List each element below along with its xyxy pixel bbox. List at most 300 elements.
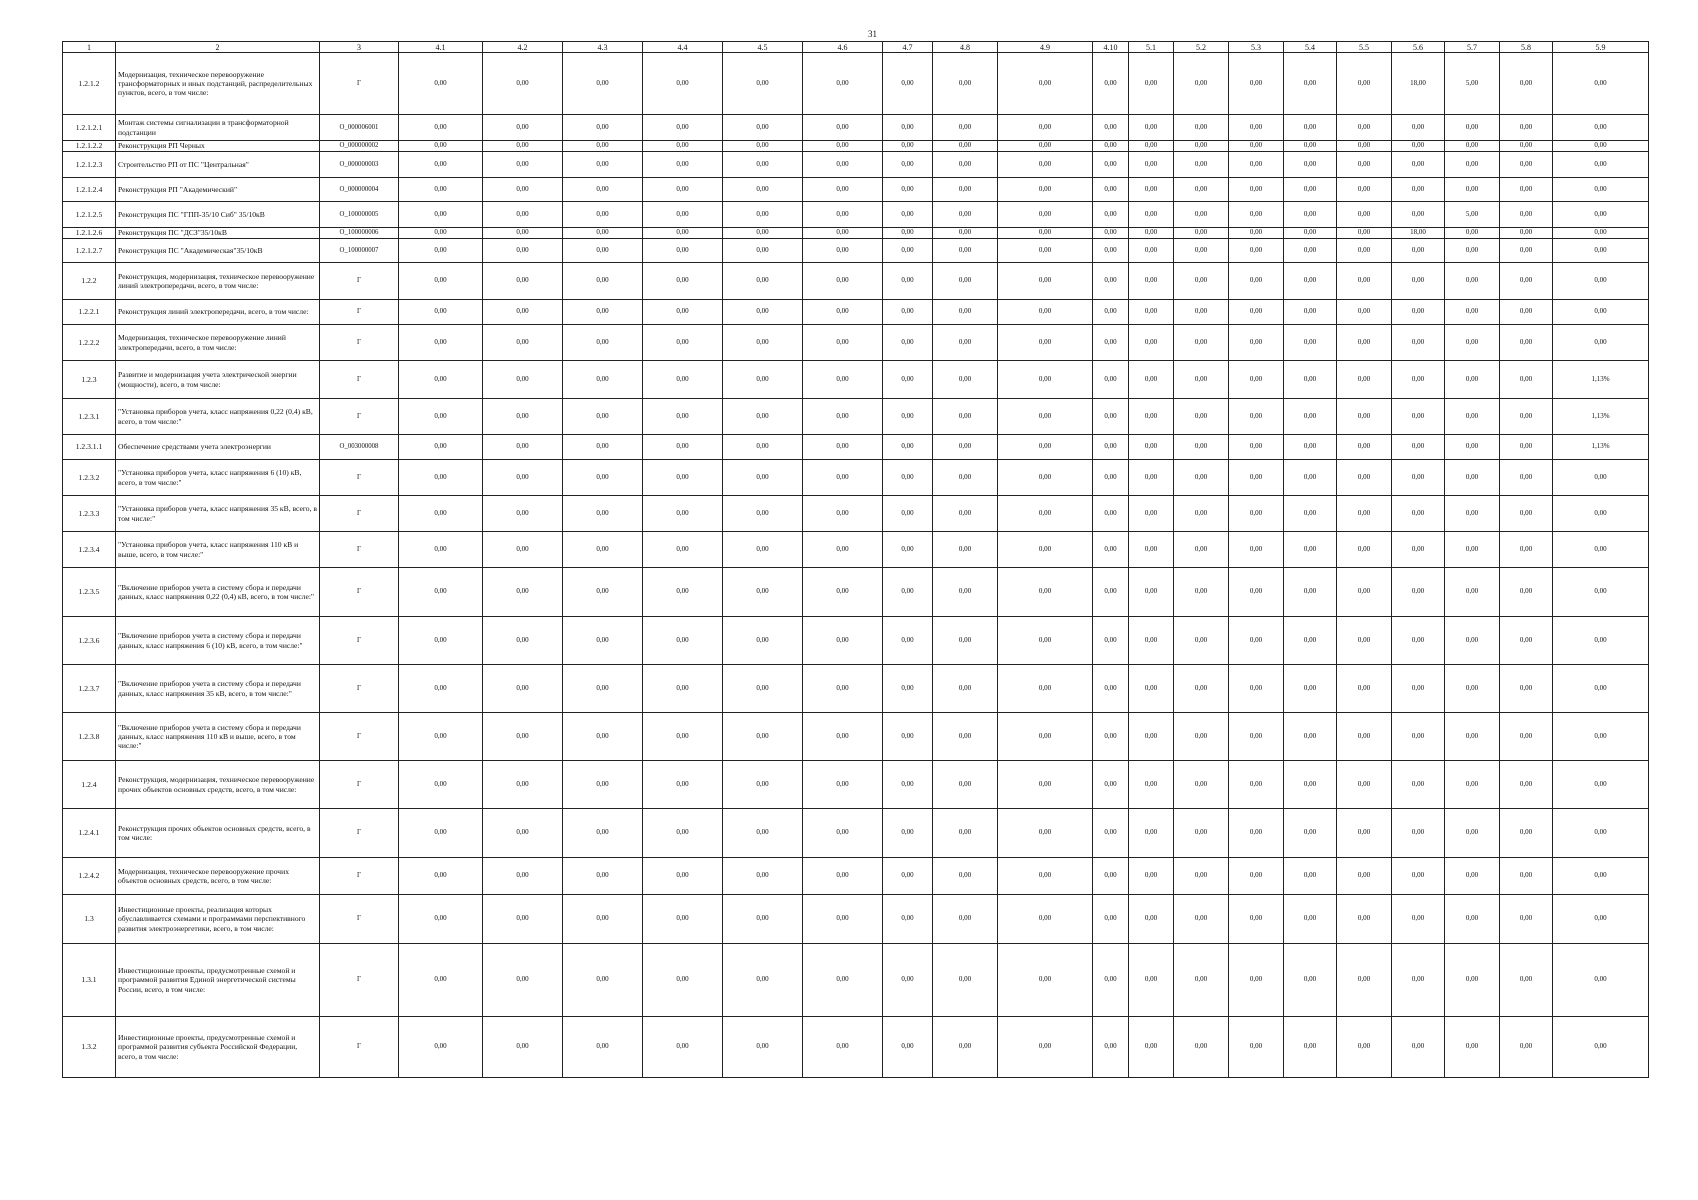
value-cell: 0,00 xyxy=(1284,665,1337,713)
value-cell: 0,00 xyxy=(563,361,643,399)
value-cell: 0,00 xyxy=(643,568,723,617)
value-cell: 0,00 xyxy=(1392,944,1445,1017)
value-cell: 0,00 xyxy=(643,399,723,435)
value-cell: 0,00 xyxy=(399,568,483,617)
value-cell: 0,00 xyxy=(803,460,883,496)
value-cell: 0,00 xyxy=(1392,761,1445,809)
column-header: 4.8 xyxy=(933,42,998,53)
value-cell: 0,00 xyxy=(1129,665,1174,713)
value-cell: 0,00 xyxy=(1284,435,1337,460)
value-cell: 0,00 xyxy=(1093,178,1129,202)
value-cell: 0,00 xyxy=(933,325,998,361)
value-cell: 0,00 xyxy=(1500,115,1553,141)
value-cell: 0,00 xyxy=(883,460,933,496)
value-cell: 0,00 xyxy=(933,263,998,300)
value-cell: 0,00 xyxy=(1174,141,1229,152)
value-cell: 0,00 xyxy=(1174,325,1229,361)
table-row xyxy=(63,460,1649,496)
value-cell: 0,00 xyxy=(1392,435,1445,460)
value-cell: 0,00 xyxy=(1445,665,1500,713)
value-cell: 0,00 xyxy=(483,361,563,399)
row-code-cell: Г xyxy=(320,496,399,532)
column-header: 2 xyxy=(116,42,320,53)
row-code-cell: Г xyxy=(320,399,399,435)
value-cell: 0,00 xyxy=(1553,809,1649,858)
value-cell: 0,00 xyxy=(399,325,483,361)
value-cell: 0,00 xyxy=(1174,399,1229,435)
value-cell: 0,00 xyxy=(803,496,883,532)
value-cell: 0,00 xyxy=(998,141,1093,152)
value-cell: 0,00 xyxy=(1229,399,1284,435)
value-cell: 0,00 xyxy=(1553,617,1649,665)
value-cell: 0,00 xyxy=(399,178,483,202)
table-row xyxy=(63,895,1649,944)
row-code-cell: Г xyxy=(320,53,399,115)
value-cell: 0,00 xyxy=(1445,617,1500,665)
row-number-cell: 1.2.1.2.3 xyxy=(63,152,116,178)
value-cell: 0,00 xyxy=(1284,300,1337,325)
value-cell: 0,00 xyxy=(1129,1017,1174,1078)
value-cell: 1,13% xyxy=(1553,399,1649,435)
row-name-cell: Обеспечение средствами учета электроэнергии xyxy=(116,435,320,460)
value-cell: 0,00 xyxy=(1284,228,1337,239)
value-cell: 0,00 xyxy=(483,944,563,1017)
row-code-cell: Г xyxy=(320,617,399,665)
row-code-cell: Г xyxy=(320,568,399,617)
row-code-cell: Г xyxy=(320,532,399,568)
table-row xyxy=(63,1017,1649,1078)
row-name-cell: "Включение приборов учета в систему сбора и передачи данных, класс напряжения 0,22 (0,4) кВ, всего, в том числе:" xyxy=(116,568,320,617)
value-cell: 0,00 xyxy=(643,435,723,460)
value-cell: 0,00 xyxy=(723,496,803,532)
value-cell: 0,00 xyxy=(883,263,933,300)
table-row xyxy=(63,115,1649,141)
value-cell: 0,00 xyxy=(1284,460,1337,496)
value-cell: 0,00 xyxy=(883,944,933,1017)
column-header: 4.4 xyxy=(643,42,723,53)
table-row xyxy=(63,361,1649,399)
value-cell: 0,00 xyxy=(1284,141,1337,152)
value-cell: 0,00 xyxy=(998,895,1093,944)
value-cell: 0,00 xyxy=(1093,263,1129,300)
value-cell: 0,00 xyxy=(933,1017,998,1078)
value-cell: 0,00 xyxy=(643,239,723,263)
value-cell: 0,00 xyxy=(1174,152,1229,178)
table-row xyxy=(63,665,1649,713)
value-cell: 0,00 xyxy=(998,361,1093,399)
value-cell: 0,00 xyxy=(998,809,1093,858)
value-cell: 0,00 xyxy=(483,809,563,858)
value-cell: 0,00 xyxy=(723,325,803,361)
value-cell: 0,00 xyxy=(723,809,803,858)
value-cell: 0,00 xyxy=(1337,895,1392,944)
value-cell: 0,00 xyxy=(998,53,1093,115)
value-cell: 0,00 xyxy=(643,152,723,178)
value-cell: 0,00 xyxy=(803,1017,883,1078)
row-name-cell: Монтаж системы сигнализации в трансформаторной подстанции xyxy=(116,115,320,141)
column-header: 4.3 xyxy=(563,42,643,53)
row-code-cell: Г xyxy=(320,713,399,761)
value-cell: 0,00 xyxy=(1337,568,1392,617)
value-cell: 0,00 xyxy=(1284,568,1337,617)
column-header: 4.7 xyxy=(883,42,933,53)
table-body xyxy=(63,53,1649,1078)
value-cell: 0,00 xyxy=(883,858,933,895)
column-header: 4.5 xyxy=(723,42,803,53)
value-cell: 0,00 xyxy=(1337,435,1392,460)
value-cell: 0,00 xyxy=(803,532,883,568)
value-cell: 0,00 xyxy=(1553,532,1649,568)
value-cell: 0,00 xyxy=(563,665,643,713)
value-cell: 0,00 xyxy=(1445,713,1500,761)
row-code-cell: Г xyxy=(320,944,399,1017)
value-cell: 0,00 xyxy=(1500,300,1553,325)
value-cell: 0,00 xyxy=(1553,141,1649,152)
row-code-cell: O_000000003 xyxy=(320,152,399,178)
value-cell: 0,00 xyxy=(483,496,563,532)
value-cell: 0,00 xyxy=(643,895,723,944)
value-cell: 0,00 xyxy=(1229,152,1284,178)
value-cell: 0,00 xyxy=(1174,300,1229,325)
value-cell: 0,00 xyxy=(1093,532,1129,568)
value-cell: 0,00 xyxy=(803,761,883,809)
value-cell: 0,00 xyxy=(563,239,643,263)
value-cell: 0,00 xyxy=(1445,361,1500,399)
value-cell: 0,00 xyxy=(1392,141,1445,152)
value-cell: 0,00 xyxy=(643,858,723,895)
value-cell: 0,00 xyxy=(1229,202,1284,228)
value-cell: 0,00 xyxy=(483,858,563,895)
value-cell: 0,00 xyxy=(1229,858,1284,895)
row-code-cell: O_000006001 xyxy=(320,115,399,141)
value-cell: 0,00 xyxy=(1129,809,1174,858)
row-number-cell: 1.2.1.2.1 xyxy=(63,115,116,141)
value-cell: 0,00 xyxy=(1337,178,1392,202)
value-cell: 0,00 xyxy=(563,399,643,435)
value-cell: 0,00 xyxy=(933,115,998,141)
value-cell: 0,00 xyxy=(643,263,723,300)
value-cell: 0,00 xyxy=(563,713,643,761)
value-cell: 0,00 xyxy=(1500,460,1553,496)
value-cell: 0,00 xyxy=(399,228,483,239)
row-number-cell: 1.2.3.7 xyxy=(63,665,116,713)
value-cell: 0,00 xyxy=(563,460,643,496)
value-cell: 0,00 xyxy=(1553,228,1649,239)
value-cell: 0,00 xyxy=(1174,568,1229,617)
row-name-cell: Реконструкция, модернизация, техническое перевооружение линий электропередачи, всего, в том числе: xyxy=(116,263,320,300)
value-cell: 0,00 xyxy=(998,858,1093,895)
value-cell: 0,00 xyxy=(399,532,483,568)
value-cell: 0,00 xyxy=(1284,263,1337,300)
value-cell: 0,00 xyxy=(723,532,803,568)
value-cell: 0,00 xyxy=(1445,263,1500,300)
value-cell: 0,00 xyxy=(1174,228,1229,239)
value-cell: 0,00 xyxy=(998,300,1093,325)
table-row xyxy=(63,300,1649,325)
value-cell: 0,00 xyxy=(803,325,883,361)
value-cell: 0,00 xyxy=(1500,532,1553,568)
value-cell: 0,00 xyxy=(933,152,998,178)
column-header: 5.3 xyxy=(1229,42,1284,53)
row-number-cell: 1.2.1.2.2 xyxy=(63,141,116,152)
value-cell: 0,00 xyxy=(483,568,563,617)
value-cell: 0,00 xyxy=(1284,178,1337,202)
value-cell: 0,00 xyxy=(1445,1017,1500,1078)
value-cell: 0,00 xyxy=(933,361,998,399)
value-cell: 0,00 xyxy=(643,202,723,228)
value-cell: 0,00 xyxy=(1284,761,1337,809)
value-cell: 0,00 xyxy=(1337,460,1392,496)
value-cell: 0,00 xyxy=(399,141,483,152)
value-cell: 0,00 xyxy=(1337,202,1392,228)
value-cell: 0,00 xyxy=(1553,858,1649,895)
value-cell: 0,00 xyxy=(1229,665,1284,713)
row-name-cell: Развитие и модернизация учета электрической энергии (мощности), всего, в том числе: xyxy=(116,361,320,399)
value-cell: 0,00 xyxy=(1445,460,1500,496)
value-cell: 0,00 xyxy=(1392,325,1445,361)
column-header: 4.6 xyxy=(803,42,883,53)
value-cell: 0,00 xyxy=(563,115,643,141)
value-cell: 0,00 xyxy=(883,115,933,141)
row-name-cell: Инвестиционные проекты, предусмотренные схемой и программой развития Единой энергетической системы России, всего, в том числе: xyxy=(116,944,320,1017)
value-cell: 0,00 xyxy=(998,568,1093,617)
table-row xyxy=(63,713,1649,761)
value-cell: 0,00 xyxy=(643,1017,723,1078)
value-cell: 0,00 xyxy=(643,532,723,568)
value-cell: 0,00 xyxy=(1553,239,1649,263)
value-cell: 0,00 xyxy=(803,399,883,435)
value-cell: 0,00 xyxy=(483,532,563,568)
value-cell: 0,00 xyxy=(723,665,803,713)
value-cell: 0,00 xyxy=(399,361,483,399)
value-cell: 0,00 xyxy=(1553,895,1649,944)
value-cell: 0,00 xyxy=(1392,152,1445,178)
row-code-cell: Г xyxy=(320,263,399,300)
row-code-cell: Г xyxy=(320,361,399,399)
value-cell: 0,00 xyxy=(1284,944,1337,1017)
value-cell: 0,00 xyxy=(399,435,483,460)
value-cell: 0,00 xyxy=(723,895,803,944)
value-cell: 0,00 xyxy=(933,665,998,713)
value-cell: 0,00 xyxy=(883,435,933,460)
value-cell: 0,00 xyxy=(933,895,998,944)
value-cell: 0,00 xyxy=(1500,141,1553,152)
row-number-cell: 1.2.1.2 xyxy=(63,53,116,115)
value-cell: 0,00 xyxy=(1174,895,1229,944)
value-cell: 0,00 xyxy=(1129,496,1174,532)
value-cell: 0,00 xyxy=(998,713,1093,761)
value-cell: 0,00 xyxy=(1445,228,1500,239)
row-number-cell: 1.2.3.2 xyxy=(63,460,116,496)
row-number-cell: 1.2.2 xyxy=(63,263,116,300)
value-cell: 0,00 xyxy=(723,460,803,496)
value-cell: 0,00 xyxy=(883,532,933,568)
value-cell: 0,00 xyxy=(1337,325,1392,361)
table-row xyxy=(63,617,1649,665)
value-cell: 0,00 xyxy=(1284,239,1337,263)
value-cell: 0,00 xyxy=(1553,568,1649,617)
table-row xyxy=(63,944,1649,1017)
value-cell: 0,00 xyxy=(883,53,933,115)
value-cell: 0,00 xyxy=(1392,809,1445,858)
value-cell: 0,00 xyxy=(483,895,563,944)
value-cell: 0,00 xyxy=(1392,239,1445,263)
value-cell: 0,00 xyxy=(933,399,998,435)
value-cell: 0,00 xyxy=(563,858,643,895)
value-cell: 0,00 xyxy=(563,1017,643,1078)
row-number-cell: 1.2.1.2.4 xyxy=(63,178,116,202)
value-cell: 0,00 xyxy=(1129,325,1174,361)
value-cell: 0,00 xyxy=(883,300,933,325)
value-cell: 0,00 xyxy=(1337,532,1392,568)
table-row xyxy=(63,761,1649,809)
value-cell: 0,00 xyxy=(1093,713,1129,761)
value-cell: 0,00 xyxy=(563,944,643,1017)
value-cell: 0,00 xyxy=(563,300,643,325)
value-cell: 0,00 xyxy=(1284,809,1337,858)
value-cell: 0,00 xyxy=(1392,532,1445,568)
value-cell: 0,00 xyxy=(998,1017,1093,1078)
value-cell: 0,00 xyxy=(1229,496,1284,532)
column-header: 3 xyxy=(320,42,399,53)
value-cell: 0,00 xyxy=(933,300,998,325)
value-cell: 0,00 xyxy=(1229,435,1284,460)
value-cell: 0,00 xyxy=(643,300,723,325)
value-cell: 0,00 xyxy=(1445,568,1500,617)
value-cell: 0,00 xyxy=(1500,152,1553,178)
value-cell: 0,00 xyxy=(1553,460,1649,496)
value-cell: 0,00 xyxy=(399,944,483,1017)
value-cell: 0,00 xyxy=(883,895,933,944)
value-cell: 0,00 xyxy=(1093,239,1129,263)
value-cell: 0,00 xyxy=(883,228,933,239)
value-cell: 0,00 xyxy=(1129,239,1174,263)
row-name-cell: "Установка приборов учета, класс напряжения 35 кВ, всего, в том числе:" xyxy=(116,496,320,532)
value-cell: 0,00 xyxy=(1500,809,1553,858)
value-cell: 0,00 xyxy=(1337,152,1392,178)
value-cell: 0,00 xyxy=(563,263,643,300)
value-cell: 0,00 xyxy=(1392,115,1445,141)
value-cell: 0,00 xyxy=(803,178,883,202)
value-cell: 0,00 xyxy=(483,228,563,239)
value-cell: 0,00 xyxy=(399,809,483,858)
value-cell: 0,00 xyxy=(803,568,883,617)
value-cell: 0,00 xyxy=(1229,228,1284,239)
row-number-cell: 1.2.1.2.5 xyxy=(63,202,116,228)
value-cell: 0,00 xyxy=(643,228,723,239)
value-cell: 0,00 xyxy=(643,761,723,809)
value-cell: 0,00 xyxy=(1229,761,1284,809)
row-number-cell: 1.3.1 xyxy=(63,944,116,1017)
value-cell: 0,00 xyxy=(1337,53,1392,115)
value-cell: 0,00 xyxy=(723,761,803,809)
value-cell: 0,00 xyxy=(998,239,1093,263)
value-cell: 0,00 xyxy=(1229,115,1284,141)
value-cell: 0,00 xyxy=(998,228,1093,239)
value-cell: 0,00 xyxy=(1284,202,1337,228)
value-cell: 0,00 xyxy=(1174,115,1229,141)
value-cell: 0,00 xyxy=(1229,1017,1284,1078)
value-cell: 0,00 xyxy=(1553,300,1649,325)
value-cell: 0,00 xyxy=(933,53,998,115)
value-cell: 0,00 xyxy=(1174,202,1229,228)
value-cell: 0,00 xyxy=(1392,617,1445,665)
page-number: 31 xyxy=(868,29,877,39)
value-cell: 0,00 xyxy=(1174,809,1229,858)
row-name-cell: "Установка приборов учета, класс напряжения 110 кВ и выше, всего, в том числе:" xyxy=(116,532,320,568)
value-cell: 0,00 xyxy=(1553,944,1649,1017)
value-cell: 0,00 xyxy=(1445,532,1500,568)
value-cell: 0,00 xyxy=(1445,399,1500,435)
value-cell: 0,00 xyxy=(563,532,643,568)
value-cell: 0,00 xyxy=(1553,202,1649,228)
value-cell: 0,00 xyxy=(1174,858,1229,895)
value-cell: 0,00 xyxy=(1500,617,1553,665)
value-cell: 0,00 xyxy=(1392,895,1445,944)
value-cell: 0,00 xyxy=(883,361,933,399)
table-row xyxy=(63,228,1649,239)
value-cell: 0,00 xyxy=(1337,809,1392,858)
row-code-cell: Г xyxy=(320,895,399,944)
value-cell: 0,00 xyxy=(1392,263,1445,300)
value-cell: 0,00 xyxy=(1500,944,1553,1017)
value-cell: 0,00 xyxy=(563,809,643,858)
value-cell: 0,00 xyxy=(563,895,643,944)
value-cell: 18,00 xyxy=(1392,53,1445,115)
value-cell: 0,00 xyxy=(1445,496,1500,532)
value-cell: 0,00 xyxy=(803,665,883,713)
value-cell: 0,00 xyxy=(643,325,723,361)
value-cell: 0,00 xyxy=(998,496,1093,532)
row-number-cell: 1.2.3.5 xyxy=(63,568,116,617)
row-number-cell: 1.2.2.2 xyxy=(63,325,116,361)
value-cell: 0,00 xyxy=(1337,300,1392,325)
value-cell: 0,00 xyxy=(803,141,883,152)
value-cell: 0,00 xyxy=(723,228,803,239)
row-code-cell: Г xyxy=(320,809,399,858)
value-cell: 0,00 xyxy=(1553,665,1649,713)
value-cell: 0,00 xyxy=(1553,178,1649,202)
column-header: 4.1 xyxy=(399,42,483,53)
value-cell: 0,00 xyxy=(883,665,933,713)
value-cell: 0,00 xyxy=(1500,665,1553,713)
value-cell: 0,00 xyxy=(483,435,563,460)
value-cell: 0,00 xyxy=(1093,809,1129,858)
value-cell: 0,00 xyxy=(1129,263,1174,300)
value-cell: 0,00 xyxy=(643,460,723,496)
row-code-cell: O_100000006 xyxy=(320,228,399,239)
table-row xyxy=(63,152,1649,178)
row-code-cell: O_100000007 xyxy=(320,239,399,263)
value-cell: 0,00 xyxy=(399,713,483,761)
value-cell: 0,00 xyxy=(399,858,483,895)
value-cell: 0,00 xyxy=(1129,944,1174,1017)
value-cell: 0,00 xyxy=(1337,115,1392,141)
value-cell: 0,00 xyxy=(1445,944,1500,1017)
value-cell: 0,00 xyxy=(1337,858,1392,895)
value-cell: 0,00 xyxy=(483,152,563,178)
column-header: 4.10 xyxy=(1093,42,1129,53)
value-cell: 0,00 xyxy=(1093,361,1129,399)
value-cell: 0,00 xyxy=(933,228,998,239)
table-row xyxy=(63,53,1649,115)
value-cell: 0,00 xyxy=(1093,665,1129,713)
value-cell: 0,00 xyxy=(723,399,803,435)
value-cell: 0,00 xyxy=(1129,761,1174,809)
table-row xyxy=(63,325,1649,361)
value-cell: 0,00 xyxy=(1445,115,1500,141)
value-cell: 0,00 xyxy=(1553,152,1649,178)
